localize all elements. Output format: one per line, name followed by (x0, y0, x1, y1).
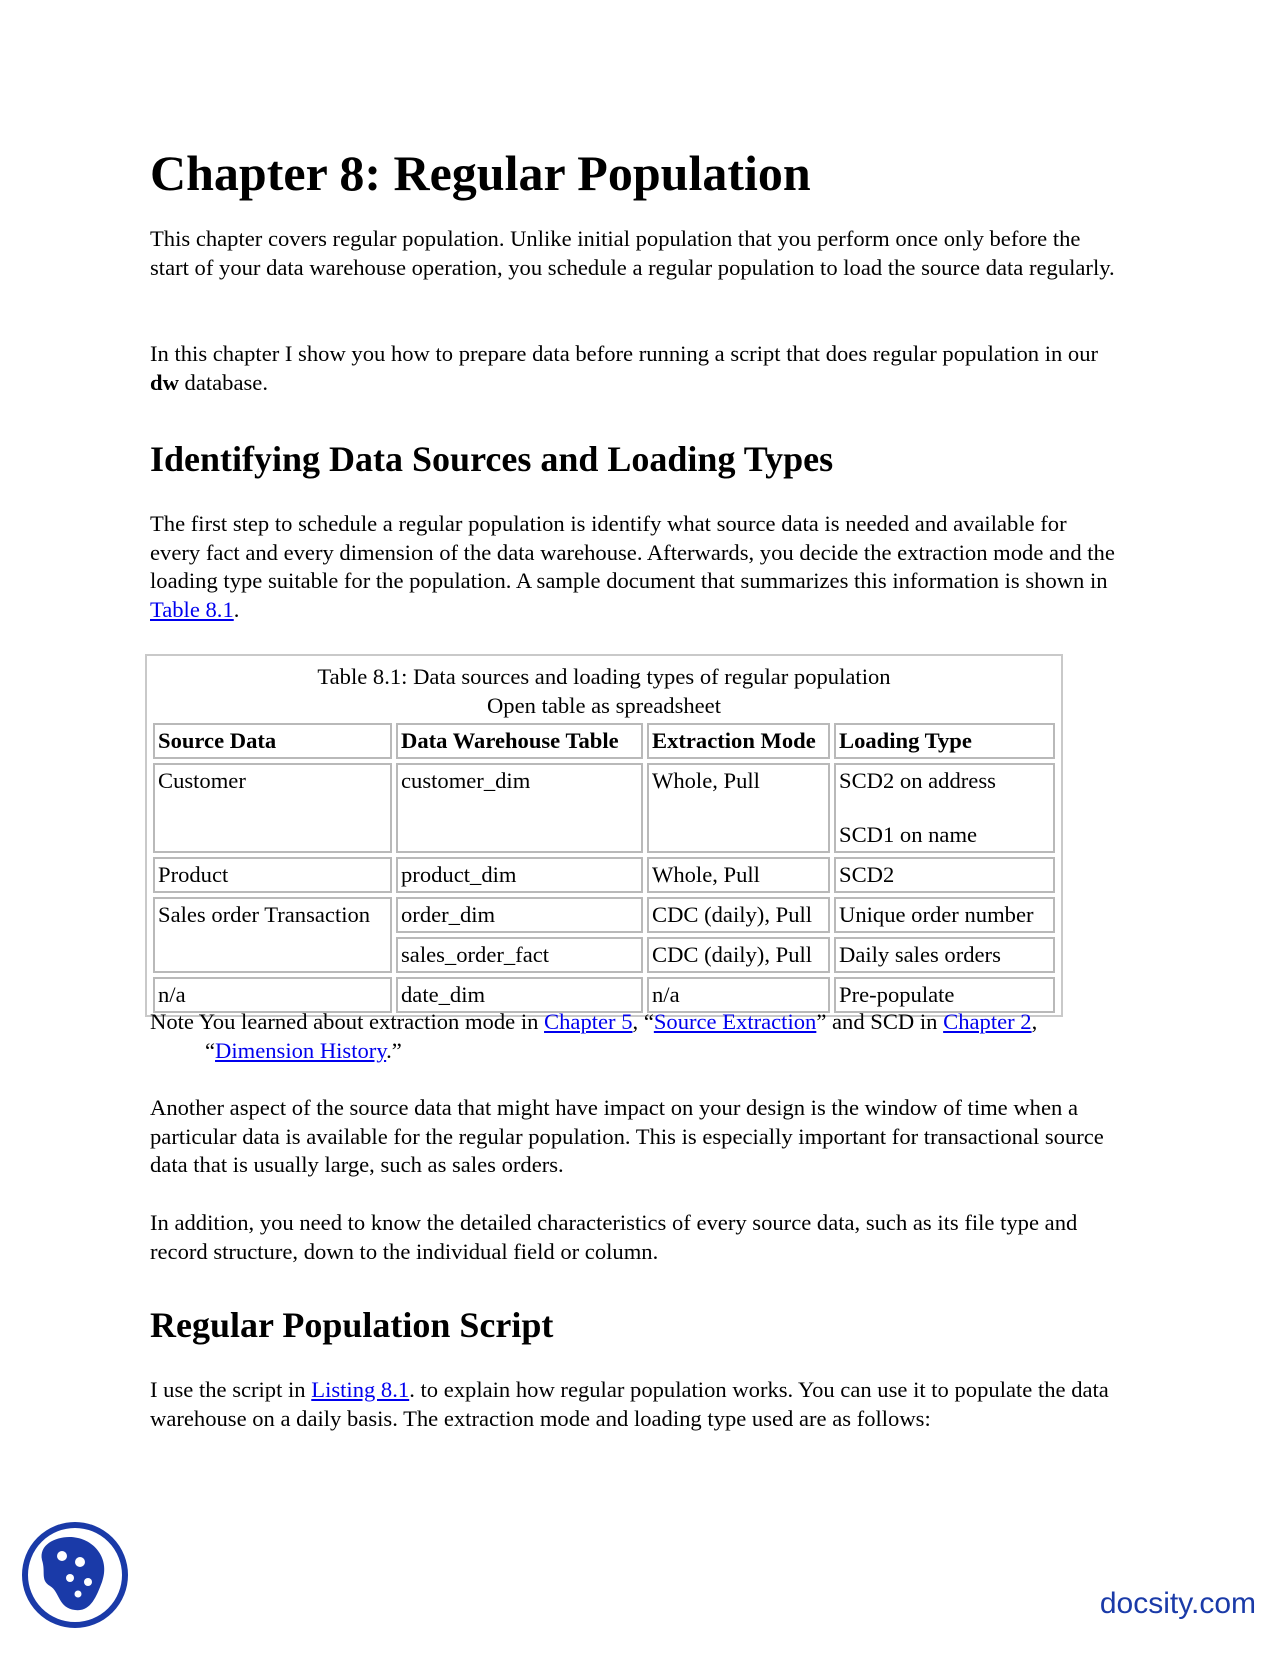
addition-paragraph: In addition, you need to know the detailed characteristics of every source data, such as its file type and record structure, down to the individual field or column. (150, 1210, 1078, 1264)
cell-dw-table: order_dim (396, 897, 643, 933)
header-dw-table: Data Warehouse Table (396, 723, 643, 759)
header-extraction-mode: Extraction Mode (647, 723, 830, 759)
cell-source: n/a (153, 977, 392, 1013)
intro-paragraph-1: This chapter covers regular population. Unlike initial population that you perform once only before the start of your data warehouse operation, you schedule a regular population to load the source data regularly. (150, 226, 1115, 280)
cell-mode: n/a (647, 977, 830, 1013)
listing-8-1-link[interactable]: Listing 8.1 (311, 1377, 410, 1402)
cell-source: Product (153, 857, 392, 893)
cell-dw-table: customer_dim (396, 763, 643, 853)
table-row (153, 763, 1055, 853)
note-sep-2: , “ (205, 1009, 1038, 1063)
cell-mode: Whole, Pull (647, 857, 830, 893)
section2-p1-text-before: I use the script in (150, 1377, 312, 1402)
cell-source: Sales order Transaction (153, 897, 392, 973)
cell-dw-table: product_dim (396, 857, 643, 893)
cell-source: Customer (153, 763, 392, 853)
intro-p2-text-before: In this chapter I show you how to prepare data before running a script that does regular population in our (150, 341, 1099, 366)
cell-loading-type: Daily sales orders (834, 937, 1055, 973)
cell-mode: CDC (daily), Pull (647, 897, 830, 933)
note-mid: ” and SCD in (816, 1009, 944, 1034)
section2-paragraph (150, 1376, 1120, 1433)
table-caption (149, 658, 1059, 723)
header-source-data: Source Data (153, 723, 392, 759)
note-sep-1: , “ (632, 1009, 654, 1034)
table-row (153, 857, 1055, 893)
docsity-brand-text[interactable]: docsity.com (1099, 1587, 1256, 1620)
table-header-row (153, 723, 1055, 759)
chapter-5-link[interactable]: Chapter 5 (544, 1009, 633, 1034)
cell-mode: CDC (daily), Pull (647, 937, 830, 973)
data-sources-table (149, 719, 1059, 1017)
intro-paragraph-2 (150, 340, 1120, 397)
db-name-bold: dw (150, 369, 179, 395)
window-paragraph: Another aspect of the source data that might have impact on your design is the window of time when a particular data is available for the regular population. This is especially important for transactional source data that is usually large, such as sales orders. (150, 1095, 1104, 1177)
loading-type-line-2: SCD1 on name (839, 822, 978, 847)
table-container (145, 654, 1063, 1017)
source-extraction-link[interactable]: Source Extraction (653, 1009, 817, 1034)
note-paragraph (150, 1008, 1120, 1065)
chapter-2-link[interactable]: Chapter 2 (943, 1009, 1032, 1034)
section-heading-identifying: Identifying Data Sources and Loading Types (150, 439, 834, 479)
open-as-spreadsheet-link[interactable]: Open table as spreadsheet (486, 693, 721, 718)
loading-type-line-1: SCD2 on address (839, 768, 996, 793)
intro-p2-text-after: database. (178, 369, 268, 395)
cell-mode: Whole, Pull (647, 763, 830, 853)
section-heading-script: Regular Population Script (150, 1305, 554, 1345)
section1-p1-text-after: . (233, 596, 240, 622)
cell-dw-table: date_dim (396, 977, 643, 1013)
note-end: .” (386, 1037, 402, 1063)
cell-dw-table: sales_order_fact (396, 937, 643, 973)
section1-p1-text-before: The first step to schedule a regular population is identify what source data is needed and available for every fact and every dimension of the data warehouse. Afterwards, you decide the extraction mode and the loading type suitable for the population. A sample document that summarizes this information is shown in (150, 511, 1115, 593)
header-loading-type: Loading Type (834, 723, 1055, 759)
table-8-1-link[interactable]: Table 8.1 (150, 596, 234, 622)
chapter-title: Chapter 8: Regular Population (150, 145, 811, 201)
cell-loading-type: SCD2 (834, 857, 1055, 893)
section1-paragraph (150, 510, 1120, 624)
cell-loading-type: Pre-populate (834, 977, 1055, 1013)
section2-p1-text-after: . to explain how regular population works. You can use it to populate the data warehouse on a daily basis. The extraction mode and loading type used are as follows: (150, 1377, 1109, 1431)
docsity-logo-icon[interactable] (20, 1520, 130, 1630)
cell-loading-type (834, 763, 1055, 853)
table-caption-title: Table 8.1: Data sources and loading types of regular population (317, 664, 891, 689)
cell-loading-type: Unique order number (834, 897, 1055, 933)
note-prefix: Note You learned about extraction mode in (150, 1009, 545, 1034)
dimension-history-link[interactable]: Dimension History (215, 1037, 387, 1063)
table-row (153, 897, 1055, 933)
